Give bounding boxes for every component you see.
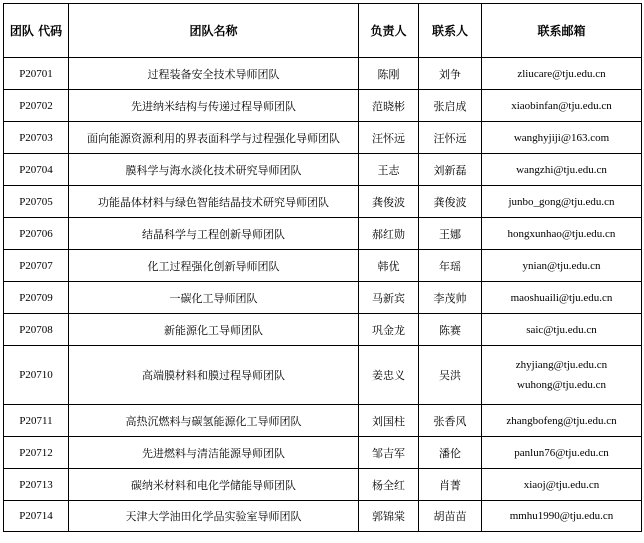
email-link[interactable]: wuhong@tju.edu.cn	[517, 379, 606, 391]
header-row	[4, 4, 642, 58]
table-row	[4, 58, 642, 90]
contact-cell: 陈赛	[419, 314, 482, 346]
team-code-cell: P20701	[4, 58, 69, 90]
table-row	[4, 314, 642, 346]
contact-cell: 汪怀远	[419, 122, 482, 154]
table-row	[4, 501, 642, 532]
team-name-cell: 高热沉燃料与碳氢能源化工导师团队	[69, 405, 359, 437]
contact-cell: 潘伦	[419, 437, 482, 469]
team-code-cell: P20710	[4, 346, 69, 405]
team-name-cell: 过程装备安全技术导师团队	[69, 58, 359, 90]
contact-cell: 龚俊波	[419, 186, 482, 218]
email-cell	[482, 501, 642, 532]
leader-cell: 王志	[359, 154, 419, 186]
contact-cell: 刘新磊	[419, 154, 482, 186]
email-cell	[482, 218, 642, 250]
team-name-cell: 一碳化工导师团队	[69, 282, 359, 314]
leader-cell: 姜忠义	[359, 346, 419, 405]
email-cell	[482, 154, 642, 186]
table-row	[4, 90, 642, 122]
team-name-cell: 高端膜材料和膜过程导师团队	[69, 346, 359, 405]
email-cell	[482, 186, 642, 218]
email-cell	[482, 405, 642, 437]
header-code-line2: 代码	[38, 23, 63, 38]
table-row	[4, 122, 642, 154]
leader-cell: 巩金龙	[359, 314, 419, 346]
contact-cell: 张启成	[419, 90, 482, 122]
header-name: 团队名称	[69, 4, 359, 58]
leader-cell: 刘国柱	[359, 405, 419, 437]
team-code-cell: P20709	[4, 282, 69, 314]
email-link[interactable]: xiaobinfan@tju.edu.cn	[511, 99, 612, 112]
table-body	[4, 58, 642, 532]
team-code-cell: P20703	[4, 122, 69, 154]
email-link[interactable]: wangzhi@tju.edu.cn	[516, 163, 607, 176]
team-code-cell: P20714	[4, 501, 69, 532]
email-cell	[482, 90, 642, 122]
email-cell	[482, 346, 642, 405]
team-code-cell: P20707	[4, 250, 69, 282]
email-link[interactable]: junbo_gong@tju.edu.cn	[508, 195, 615, 208]
team-code-cell: P20702	[4, 90, 69, 122]
leader-cell: 郝红勋	[359, 218, 419, 250]
email-cell	[482, 250, 642, 282]
header-email: 联系邮箱	[482, 4, 642, 58]
team-code-cell: P20705	[4, 186, 69, 218]
team-table	[3, 3, 642, 532]
team-name-cell: 碳纳米材料和电化学储能导师团队	[69, 469, 359, 501]
contact-cell: 肖菁	[419, 469, 482, 501]
team-name-cell: 天津大学油田化学品实验室导师团队	[69, 501, 359, 532]
table-row	[4, 154, 642, 186]
leader-cell: 陈刚	[359, 58, 419, 90]
leader-cell: 龚俊波	[359, 186, 419, 218]
team-code-cell: P20708	[4, 314, 69, 346]
header-contact: 联系人	[419, 4, 482, 58]
leader-cell: 郭锦棠	[359, 501, 419, 532]
email-link[interactable]: xiaoj@tju.edu.cn	[523, 478, 600, 491]
header-leader: 负责人	[359, 4, 419, 58]
table-row	[4, 346, 642, 405]
leader-cell: 韩优	[359, 250, 419, 282]
contact-cell: 胡苗苗	[419, 501, 482, 532]
table-row	[4, 250, 642, 282]
email-cell	[482, 469, 642, 501]
team-name-cell: 结晶科学与工程创新导师团队	[69, 218, 359, 250]
table-row	[4, 405, 642, 437]
table-row	[4, 186, 642, 218]
leader-cell: 邹吉军	[359, 437, 419, 469]
email-link[interactable]: panlun76@tju.edu.cn	[514, 446, 609, 459]
contact-cell: 刘争	[419, 58, 482, 90]
contact-cell: 吴洪	[419, 346, 482, 405]
email-link[interactable]: ynian@tju.edu.cn	[522, 259, 601, 272]
table-row	[4, 437, 642, 469]
email-link[interactable]: wanghyjiji@163.com	[513, 131, 610, 144]
team-name-cell: 化工过程强化创新导师团队	[69, 250, 359, 282]
team-name-cell: 膜科学与海水淡化技术研究导师团队	[69, 154, 359, 186]
team-code-cell: P20706	[4, 218, 69, 250]
leader-cell: 范晓彬	[359, 90, 419, 122]
team-code-cell: P20713	[4, 469, 69, 501]
contact-cell: 李茂帅	[419, 282, 482, 314]
email-link[interactable]: zhyjiang@tju.edu.cn	[515, 359, 608, 371]
team-name-cell: 面向能源资源利用的界表面科学与过程强化导师团队	[69, 122, 359, 154]
team-name-cell: 新能源化工导师团队	[69, 314, 359, 346]
team-name-cell: 功能晶体材料与绿色智能结晶技术研究导师团队	[69, 186, 359, 218]
email-cell	[482, 282, 642, 314]
email-cell	[482, 122, 642, 154]
contact-cell: 年瑶	[419, 250, 482, 282]
table-row	[4, 218, 642, 250]
header-code-line1: 团队	[9, 23, 34, 38]
team-code-cell: P20712	[4, 437, 69, 469]
contact-cell: 张香风	[419, 405, 482, 437]
email-link[interactable]: mmhu1990@tju.edu.cn	[509, 510, 614, 522]
email-link[interactable]: zhangbofeng@tju.edu.cn	[506, 414, 617, 427]
team-name-cell: 先进纳米结构与传递过程导师团队	[69, 90, 359, 122]
email-cell	[482, 314, 642, 346]
email-link[interactable]: hongxunhao@tju.edu.cn	[507, 227, 616, 240]
leader-cell: 马新宾	[359, 282, 419, 314]
email-link[interactable]: maoshuaili@tju.edu.cn	[510, 291, 613, 304]
table-row	[4, 469, 642, 501]
team-code-cell: P20704	[4, 154, 69, 186]
team-name-cell: 先进燃料与清洁能源导师团队	[69, 437, 359, 469]
leader-cell: 杨全红	[359, 469, 419, 501]
header-code	[4, 4, 69, 58]
team-code-cell: P20711	[4, 405, 69, 437]
leader-cell: 汪怀远	[359, 122, 419, 154]
contact-cell: 王娜	[419, 218, 482, 250]
table-row	[4, 282, 642, 314]
email-link[interactable]: zliucare@tju.edu.cn	[517, 67, 606, 80]
email-cell	[482, 58, 642, 90]
email-link[interactable]: saic@tju.edu.cn	[526, 323, 597, 336]
email-cell	[482, 437, 642, 469]
